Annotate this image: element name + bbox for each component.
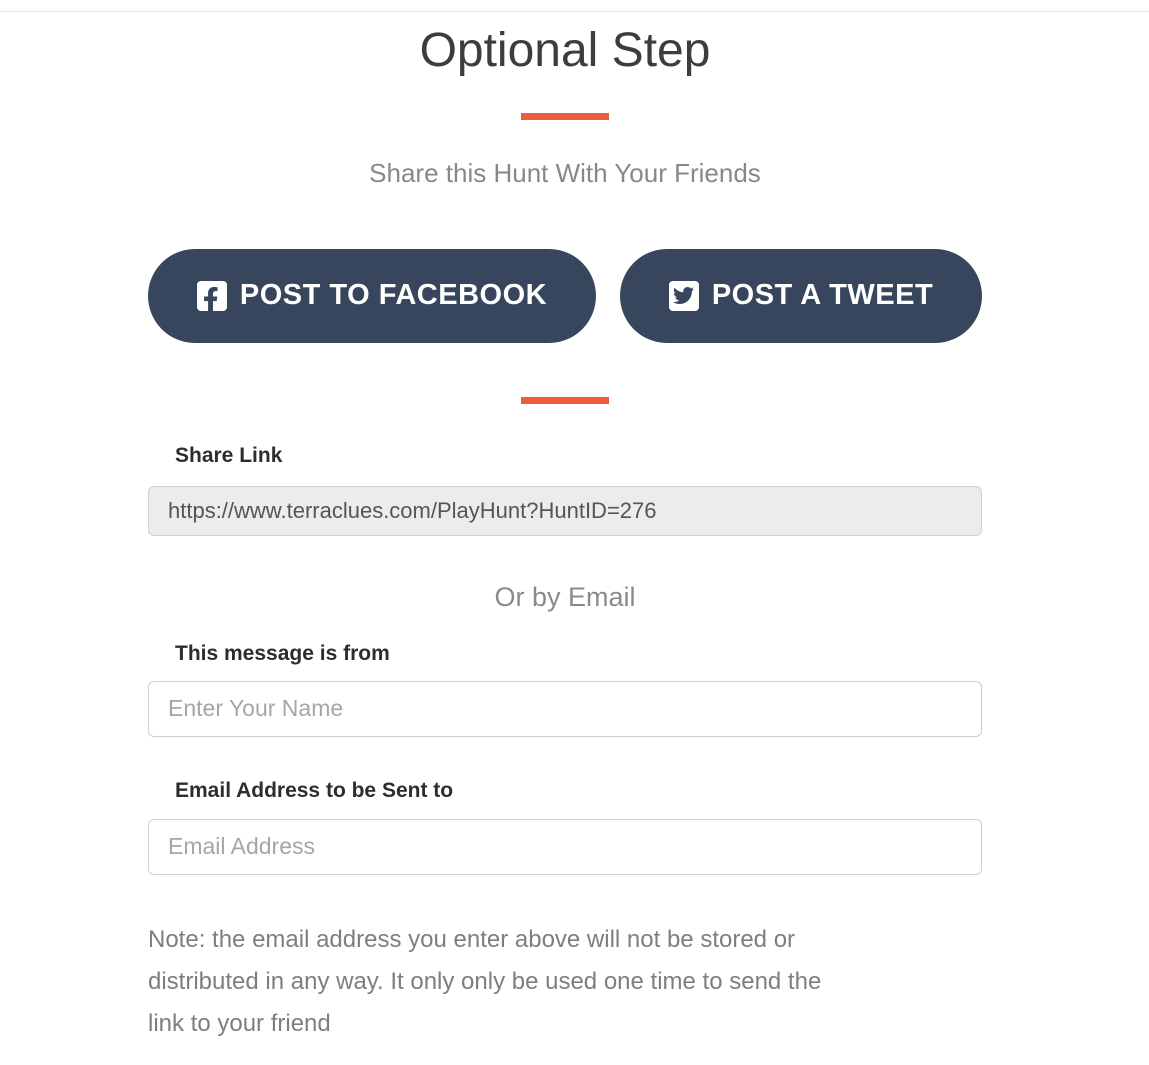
top-divider-line: [0, 0, 1149, 12]
post-a-tweet-label: POST A TWEET: [711, 279, 934, 312]
from-name-input[interactable]: [148, 681, 982, 737]
page-subtitle: Share this Hunt With Your Friends: [369, 157, 761, 188]
post-to-facebook-button[interactable]: [148, 249, 596, 343]
or-by-email-heading: Or by Email: [494, 581, 636, 612]
privacy-note-line: Note: the email address you enter above will not be stored or: [148, 925, 796, 953]
recipient-email-label: Email Address to be Sent to: [175, 778, 454, 802]
recipient-email-input[interactable]: [148, 819, 982, 875]
post-to-facebook-label: POST TO FACEBOOK: [239, 279, 548, 312]
from-name-label: This message is from: [175, 641, 390, 665]
accent-divider: [521, 113, 609, 120]
post-a-tweet-button[interactable]: [620, 249, 982, 343]
privacy-note-line: link to your friend: [148, 1009, 331, 1037]
accent-divider: [521, 397, 609, 404]
twitter-icon: [669, 281, 699, 311]
facebook-icon: [197, 281, 227, 311]
share-hunt-panel: [148, 22, 982, 1045]
share-link-input[interactable]: [148, 486, 982, 536]
privacy-note: [148, 919, 982, 1045]
privacy-note-line: distributed in any way. It only only be used one time to send the: [148, 967, 822, 995]
social-buttons-row: [148, 249, 982, 343]
page-title: Optional Step: [419, 24, 711, 77]
share-link-label: Share Link: [175, 443, 283, 467]
